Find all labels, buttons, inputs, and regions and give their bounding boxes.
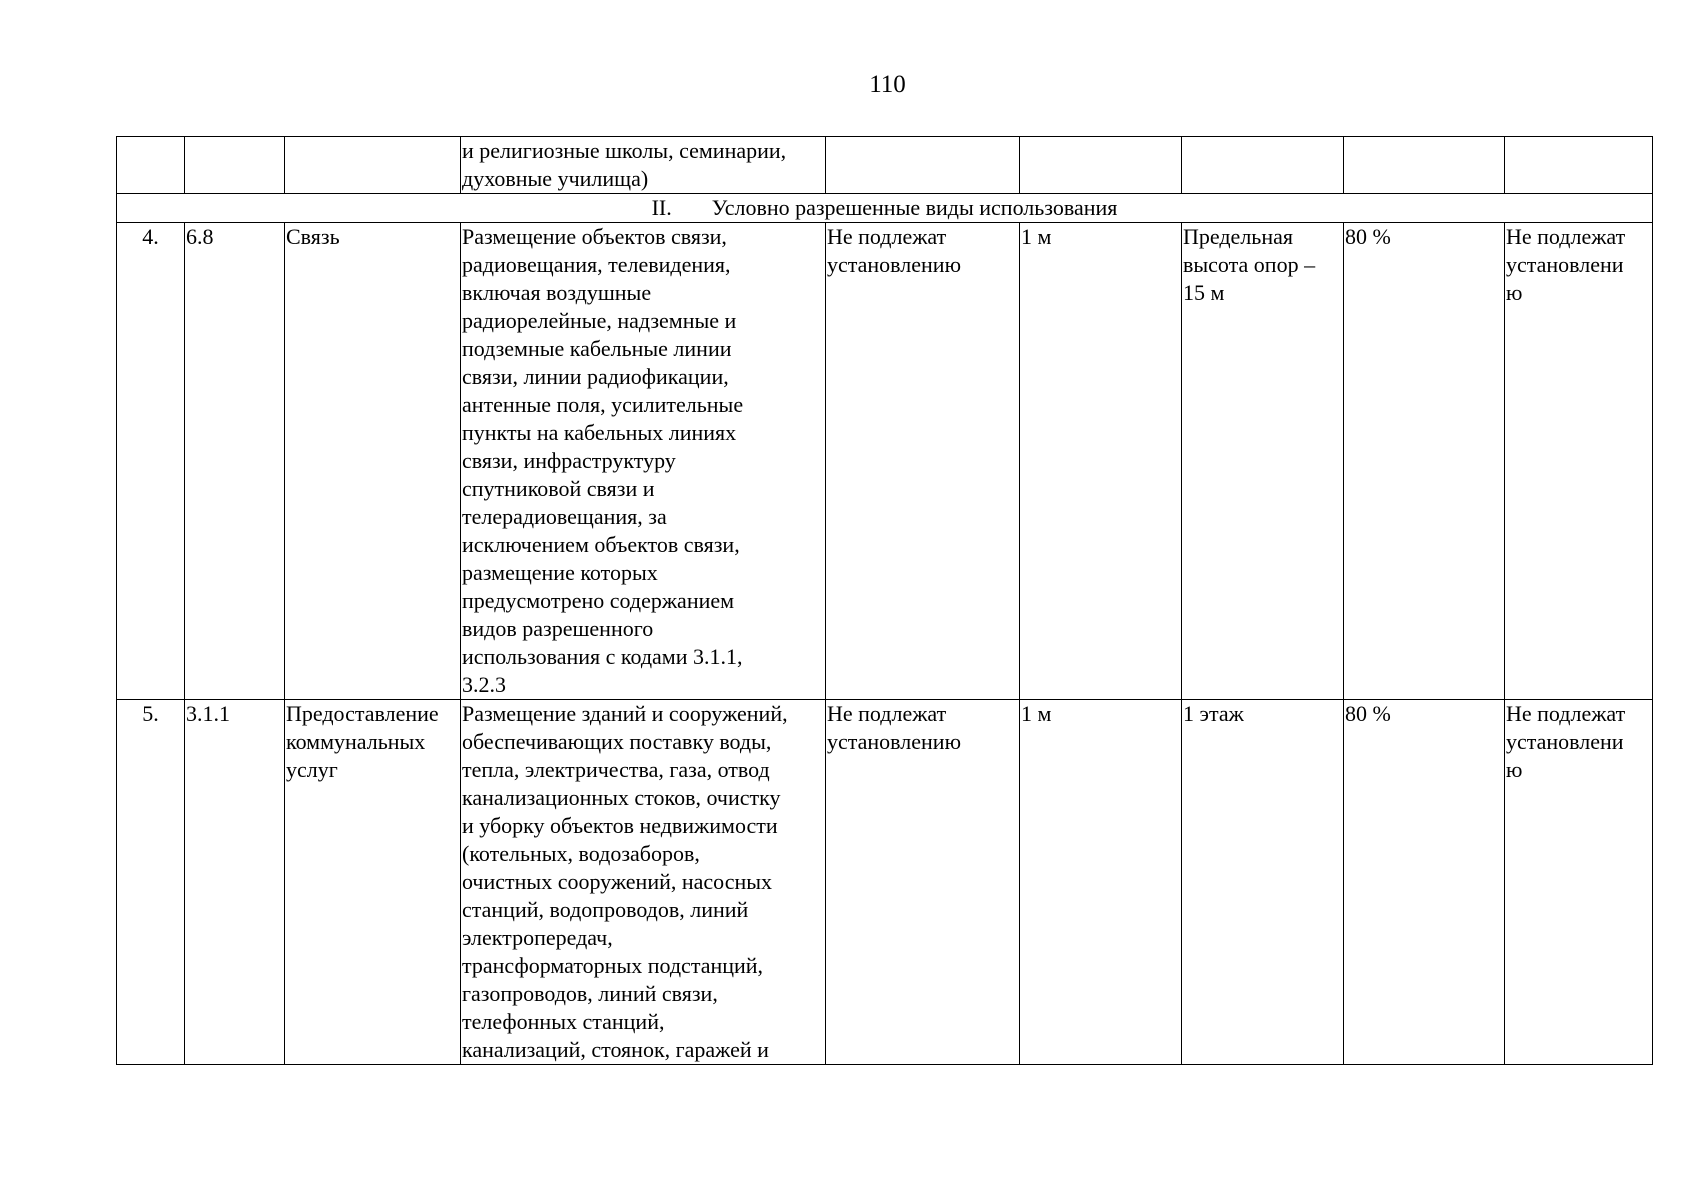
land-use-table — [116, 136, 1653, 1065]
use-code: 6.8 — [185, 223, 285, 700]
cell-col9: Не подлежат установлени ю — [1505, 700, 1653, 1065]
cell-col5 — [826, 137, 1020, 194]
cell-col9: Не подлежат установлени ю — [1505, 223, 1653, 700]
section-header — [117, 194, 1653, 223]
use-code — [185, 137, 285, 194]
section-title: Условно разрешенные виды использования — [711, 195, 1118, 220]
cell-col6 — [1020, 137, 1182, 194]
use-code: 3.1.1 — [185, 700, 285, 1065]
table-row — [117, 700, 1653, 1065]
row-number — [117, 137, 185, 194]
table-row — [117, 137, 1653, 194]
section-header-row — [117, 194, 1653, 223]
cell-col7 — [1182, 137, 1344, 194]
cell-col9 — [1505, 137, 1653, 194]
cell-col8: 80 % — [1344, 700, 1505, 1065]
cell-col6: 1 м — [1020, 700, 1182, 1065]
cell-col6: 1 м — [1020, 223, 1182, 700]
section-number: II. — [651, 195, 672, 220]
page-number: 110 — [869, 71, 906, 98]
cell-col8: 80 % — [1344, 223, 1505, 700]
use-description: Размещение зданий и сооружений, обеспечивающих поставку воды, тепла, электричества, газа, отвод канализационных стоков, очистку и уборку объектов недвижимости (котельных, водозаборов, очистных сооружений, насосных станций, водопроводов, линий электропередач, трансформаторных подстанций, газопроводов, линий связи, телефонных станций, канализаций, стоянок, гаражей и — [461, 700, 826, 1065]
table-row — [117, 223, 1653, 700]
cell-col7: Предельная высота опор – 15 м — [1182, 223, 1344, 700]
row-number: 5. — [117, 700, 185, 1065]
cell-col8 — [1344, 137, 1505, 194]
row-number: 4. — [117, 223, 185, 700]
use-description: Размещение объектов связи, радиовещания, телевидения, включая воздушные радиорелейные, надземные и подземные кабельные линии связи, линии радиофикации, антенные поля, усилительные пункты на кабельных линиях связи, инфраструктуру спутниковой связи и телерадиовещания, за исключением объектов связи, размещение которых предусмотрено содержанием видов разрешенного использования с кодами 3.1.1, 3.2.3 — [461, 223, 826, 700]
cell-col5: Не подлежат установлению — [826, 700, 1020, 1065]
use-description: и религиозные школы, семинарии, духовные училища) — [461, 137, 826, 194]
use-name — [285, 137, 461, 194]
cell-col5: Не подлежат установлению — [826, 223, 1020, 700]
cell-col7: 1 этаж — [1182, 700, 1344, 1065]
use-name: Связь — [285, 223, 461, 700]
use-name: Предоставление коммунальных услуг — [285, 700, 461, 1065]
